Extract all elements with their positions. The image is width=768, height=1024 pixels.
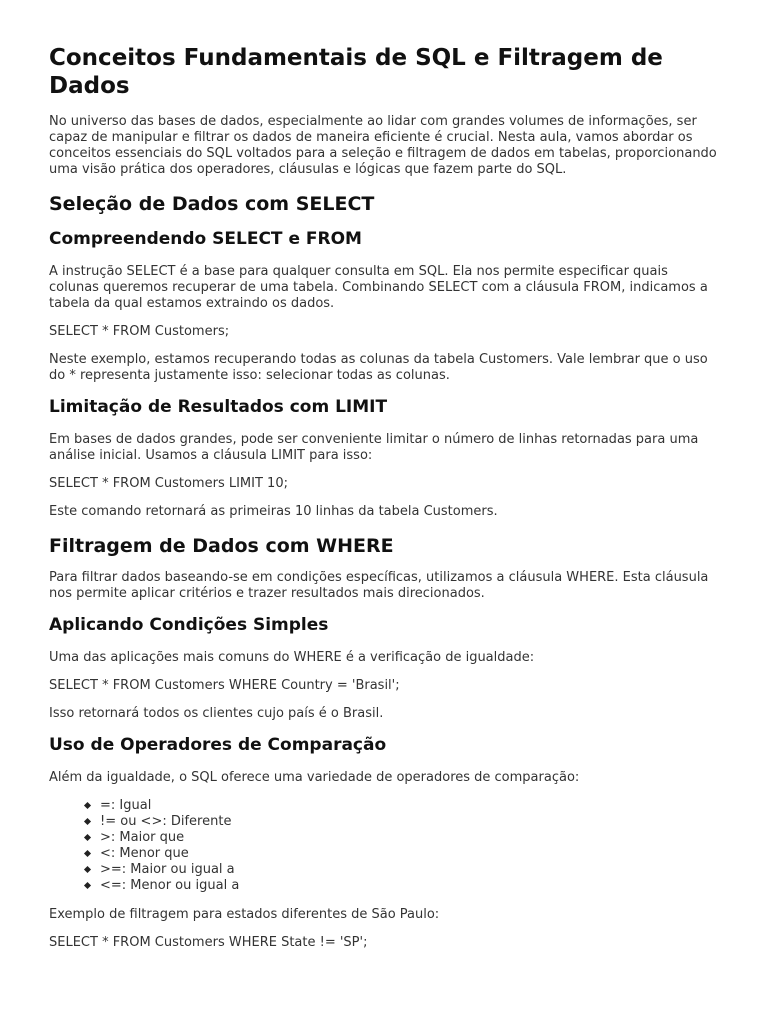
intro-paragraph: No universo das bases de dados, especialmente ao lidar com grandes volumes de informações, ser capaz de manipular e filtrar os dados de maneira eficiente é crucial. Nesta aula, vamos abordar os conceitos essenciais do SQL voltados para a seleção e filtragem de dados em tabelas, proporcionando uma visão prática dos operadores, cláusulas e lógicas que fazem parte do SQL. — [49, 114, 717, 177]
diamond-bullet-icon — [84, 802, 91, 809]
list-item-text: <=: Menor ou igual a — [100, 878, 240, 893]
list-item — [85, 878, 719, 894]
code-select-all: SELECT * FROM Customers; — [49, 324, 230, 339]
document-title: Conceitos Fundamentais de SQL e Filtragem de Dados — [49, 45, 663, 99]
paragraph-where-country-explanation: Isso retornará todos os clientes cujo país é o Brasil. — [49, 706, 384, 721]
list-item — [85, 862, 719, 878]
paragraph-select-explanation: Neste exemplo, estamos recuperando todas as colunas da tabela Customers. Vale lembrar que o uso do * representa justamente isso: selecionar todas as colunas. — [49, 352, 708, 383]
list-item-text: <: Menor que — [100, 846, 189, 861]
list-item — [85, 814, 719, 830]
paragraph-simple-conditions: Uma das aplicações mais comuns do WHERE é a verificação de igualdade: — [49, 650, 535, 665]
code-where-country: SELECT * FROM Customers WHERE Country = 'Brasil'; — [49, 678, 400, 693]
subsection-heading-select-from: Compreendendo SELECT e FROM — [49, 229, 362, 249]
paragraph-comparison-operators: Além da igualdade, o SQL oferece uma variedade de operadores de comparação: — [49, 770, 580, 785]
paragraph-select-from: A instrução SELECT é a base para qualquer consulta em SQL. Ela nos permite especificar quais colunas queremos recuperar de uma tabela. Combinando SELECT com a cláusula FROM, indicamos a tabela da qual estamos extraindo os dados. — [49, 264, 708, 311]
subsection-heading-limit: Limitação de Resultados com LIMIT — [49, 397, 388, 417]
paragraph-state-example: Exemplo de filtragem para estados diferentes de São Paulo: — [49, 907, 440, 922]
paragraph-where-intro: Para filtrar dados baseando-se em condições específicas, utilizamos a cláusula WHERE. Esta cláusula nos permite aplicar critérios e trazer resultados mais direcionados. — [49, 570, 709, 601]
diamond-bullet-icon — [84, 818, 91, 825]
subsection-heading-comparison-operators: Uso de Operadores de Comparação — [49, 735, 387, 755]
list-item-text: >=: Maior ou igual a — [100, 862, 235, 877]
section-heading-select: Seleção de Dados com SELECT — [49, 193, 375, 215]
list-item — [85, 846, 719, 862]
code-limit: SELECT * FROM Customers LIMIT 10; — [49, 476, 288, 491]
section-heading-where: Filtragem de Dados com WHERE — [49, 535, 394, 557]
subsection-heading-simple-conditions: Aplicando Condições Simples — [49, 615, 329, 635]
list-item — [85, 830, 719, 846]
diamond-bullet-icon — [84, 866, 91, 873]
paragraph-limit: Em bases de dados grandes, pode ser conveniente limitar o número de linhas retornadas para uma análise inicial. Usamos a cláusula LIMIT para isso: — [49, 432, 699, 463]
list-item — [85, 798, 719, 814]
list-item-text: =: Igual — [100, 798, 152, 813]
diamond-bullet-icon — [84, 850, 91, 857]
list-item-text: >: Maior que — [100, 830, 185, 845]
diamond-bullet-icon — [84, 882, 91, 889]
list-item-text: != ou <>: Diferente — [100, 814, 232, 829]
diamond-bullet-icon — [84, 834, 91, 841]
operators-list — [49, 798, 719, 894]
paragraph-limit-explanation: Este comando retornará as primeiras 10 linhas da tabela Customers. — [49, 504, 498, 519]
code-where-state: SELECT * FROM Customers WHERE State != 'SP'; — [49, 935, 368, 950]
